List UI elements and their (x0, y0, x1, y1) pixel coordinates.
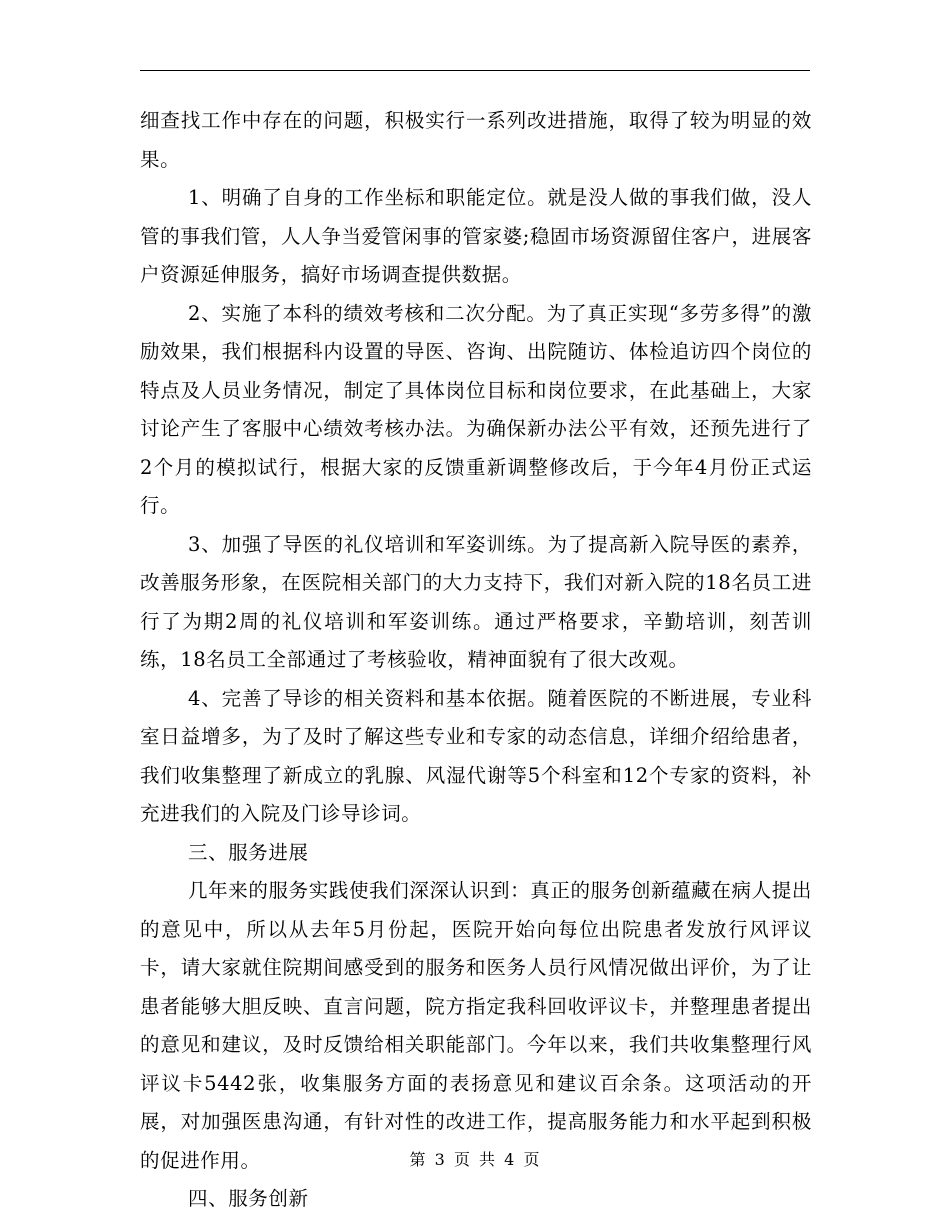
section-heading: 四、服务创新 (188, 1187, 309, 1210)
footer-suffix: 页 (523, 1150, 541, 1169)
footer-total-word: 共 (479, 1150, 497, 1169)
paragraph: 1、明确了自身的工作坐标和职能定位。就是没人做的事我们做，没人管的事我们管，人人争当爱管闲事的管家婆;稳固市场资源留住客户，进展客户资源延伸服务，搞好市场调查提供数据。 (140, 186, 812, 286)
document-body (140, 102, 812, 1219)
paragraph: 细查找工作中存在的问题，积极实行一系列改进措施，取得了较为明显的效果。 (140, 109, 812, 171)
footer-page-word: 页 (453, 1150, 471, 1169)
paragraph: 3、加强了导医的礼仪培训和军姿训练。为了提高新入院导医的素养，改善服务形象，在医院相关部门的大力支持下，我们对新入院的18名员工进行了为期2周的礼仪培训和军姿训练。通过严格要求，辛勤培训，刻苦训练，18名员工全部通过了考核验收，精神面貌有了很大改观。 (140, 532, 812, 671)
page-footer (0, 1150, 950, 1170)
paragraph: 2、实施了本科的绩效考核和二次分配。为了真正实现“多劳多得”的激励效果，我们根据科内设置的导医、咨询、出院随访、体检追访四个岗位的特点及人员业务情况，制定了具体岗位目标和岗位要求，在此基础上，大家讨论产生了客服中心绩效考核办法。为确保新办法公平有效，还预先进行了2个月的模拟试行，根据大家的反馈重新调整修改后，于今年4月份正式运行。 (140, 301, 812, 517)
header-rule (140, 70, 810, 71)
section-heading: 三、服务进展 (188, 840, 309, 864)
current-page-number: 3 (434, 1150, 446, 1169)
paragraph: 4、完善了导诊的相关资料和基本依据。随着医院的不断进展，专业科室日益增多，为了及时了解这些专业和专家的动态信息，详细介绍给患者，我们收集整理了新成立的乳腺、风湿代谢等5个科室和12个专家的资料，补充进我们的入院及门诊导诊词。 (140, 686, 812, 825)
paragraph: 几年来的服务实践使我们深深认识到：真正的服务创新蕴藏在病人提出的意见中，所以从去年5月份起，医院开始向每位出院患者发放行风评议卡，请大家就住院期间感受到的服务和医务人员行风情况做出评价，为了让患者能够大胆反映、直言问题，院方指定我科回收评议卡，并整理患者提出的意见和建议，及时反馈给相关职能部门。今年以来，我们共收集整理行风评议卡5442张，收集服务方面的表扬意见和建议百余条。这项活动的开展，对加强医患沟通，有针对性的改进工作，提高服务能力和水平起到积极的促进作用。 (140, 879, 812, 1172)
footer-prefix: 第 (409, 1150, 427, 1169)
total-pages-number: 4 (504, 1150, 516, 1169)
